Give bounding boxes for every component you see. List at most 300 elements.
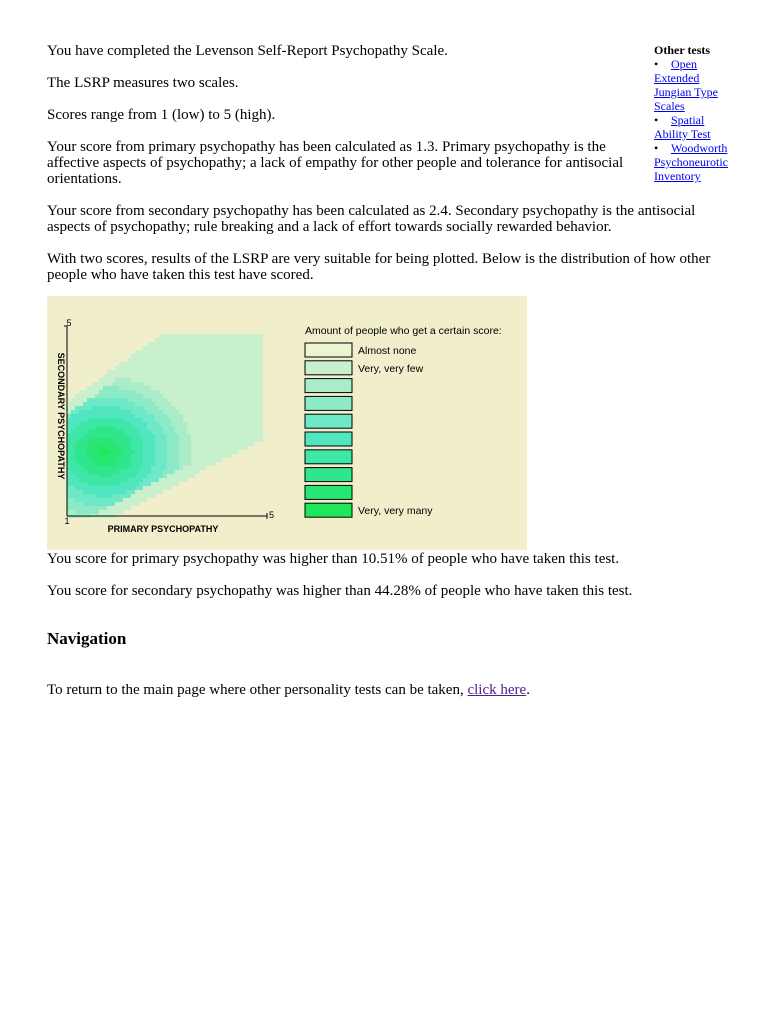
heatmap-cell: [179, 434, 183, 438]
heatmap-cell: [71, 418, 75, 422]
heatmap-cell: [111, 490, 115, 494]
heatmap-cell: [167, 454, 171, 458]
heatmap-cell: [91, 498, 95, 502]
heatmap-cell: [247, 398, 251, 402]
heatmap-cell: [195, 466, 199, 470]
heatmap-cell: [155, 382, 159, 386]
heatmap-cell: [231, 398, 235, 402]
heatmap-cell: [159, 370, 163, 374]
heatmap-cell: [175, 442, 179, 446]
heatmap-cell: [127, 494, 131, 498]
heatmap-cell: [119, 430, 123, 434]
heatmap-cell: [115, 494, 119, 498]
heatmap-cell: [71, 490, 75, 494]
heatmap-cell: [91, 466, 95, 470]
heatmap-cell: [159, 442, 163, 446]
heatmap-cell: [123, 370, 127, 374]
heatmap-cell: [175, 398, 179, 402]
heatmap-cell: [131, 414, 135, 418]
heatmap-cell: [123, 434, 127, 438]
heatmap-cell: [119, 366, 123, 370]
heatmap-cell: [147, 374, 151, 378]
heatmap-cell: [115, 474, 119, 478]
heatmap-cell: [203, 374, 207, 378]
heatmap-cell: [127, 466, 131, 470]
heatmap-cell: [187, 382, 191, 386]
heatmap-cell: [95, 478, 99, 482]
heatmap-cell: [111, 422, 115, 426]
heatmap-cell: [247, 410, 251, 414]
heatmap-cell: [127, 442, 131, 446]
heatmap-cell: [175, 474, 179, 478]
heatmap-cell: [75, 494, 79, 498]
heatmap-cell: [107, 482, 111, 486]
heatmap-cell: [167, 486, 171, 490]
heatmap-cell: [87, 506, 91, 510]
heatmap-cell: [175, 446, 179, 450]
heatmap-cell: [247, 370, 251, 374]
heatmap-cell: [211, 462, 215, 466]
heatmap-cell: [95, 486, 99, 490]
heatmap-cell: [191, 374, 195, 378]
heatmap-cell: [207, 462, 211, 466]
heatmap-cell: [147, 442, 151, 446]
heatmap-cell: [227, 370, 231, 374]
heatmap-cell: [227, 454, 231, 458]
heatmap-cell: [123, 402, 127, 406]
link-spatial-ability[interactable]: Spatial Ability Test: [654, 113, 711, 141]
heatmap-cell: [211, 426, 215, 430]
heatmap-cell: [259, 378, 263, 382]
heatmap-cell: [87, 394, 91, 398]
heatmap-cell: [123, 362, 127, 366]
heatmap-cell: [155, 478, 159, 482]
heatmap-cell: [143, 422, 147, 426]
heatmap-cell: [211, 394, 215, 398]
link-woodworth[interactable]: Woodworth Psychoneurotic Inventory: [654, 141, 728, 183]
heatmap-cell: [91, 422, 95, 426]
heatmap-cell: [235, 434, 239, 438]
heatmap-cell: [231, 362, 235, 366]
heatmap-cell: [107, 410, 111, 414]
heatmap-cell: [67, 430, 71, 434]
heatmap-cell: [91, 410, 95, 414]
heatmap-cell: [167, 446, 171, 450]
heatmap-cell: [119, 426, 123, 430]
heatmap-cell: [95, 462, 99, 466]
heatmap-cell: [155, 350, 159, 354]
heatmap-cell: [179, 454, 183, 458]
heatmap-cell: [247, 346, 251, 350]
heatmap-cell: [191, 398, 195, 402]
heatmap-cell: [239, 382, 243, 386]
heatmap-cell: [151, 470, 155, 474]
heatmap-cell: [67, 470, 71, 474]
heatmap-cell: [227, 366, 231, 370]
heatmap-cell: [223, 342, 227, 346]
heatmap-cell: [239, 350, 243, 354]
heatmap-cell: [195, 362, 199, 366]
heatmap-cell: [127, 450, 131, 454]
heatmap-cell: [215, 394, 219, 398]
heatmap-cell: [211, 366, 215, 370]
heatmap-cell: [151, 370, 155, 374]
heatmap-cell: [135, 378, 139, 382]
heatmap-cell: [155, 474, 159, 478]
heatmap-cell: [131, 426, 135, 430]
heatmap-cell: [259, 410, 263, 414]
heatmap-cell: [167, 362, 171, 366]
heatmap-cell: [215, 382, 219, 386]
heatmap-cell: [199, 342, 203, 346]
list-item: [654, 141, 738, 183]
heatmap-cell: [103, 502, 107, 506]
heatmap-cell: [243, 406, 247, 410]
heatmap-cell: [75, 442, 79, 446]
heatmap-cell: [187, 466, 191, 470]
heatmap-cell: [231, 338, 235, 342]
heatmap-cell: [167, 350, 171, 354]
heatmap-cell: [195, 342, 199, 346]
heatmap-cell: [207, 362, 211, 366]
heatmap-cell: [175, 450, 179, 454]
heatmap-cell: [151, 474, 155, 478]
heatmap-cell: [111, 414, 115, 418]
heatmap-cell: [123, 410, 127, 414]
heatmap-cell: [75, 398, 79, 402]
heatmap-cell: [103, 458, 107, 462]
heatmap-cell: [243, 434, 247, 438]
heatmap-cell: [219, 442, 223, 446]
heatmap-cell: [183, 462, 187, 466]
heatmap-cell: [155, 342, 159, 346]
heatmap-cell: [83, 510, 87, 514]
heatmap-cell: [119, 506, 123, 510]
heatmap-cell: [139, 466, 143, 470]
heatmap-cell: [191, 362, 195, 366]
heatmap-cell: [143, 394, 147, 398]
secondary-percentile-text: You score for secondary psychopathy was higher than 44.28% of people who have taken this test.: [47, 583, 633, 599]
heatmap-cell: [115, 374, 119, 378]
heatmap-cell: [227, 378, 231, 382]
heatmap-cell: [183, 402, 187, 406]
heatmap-cell: [87, 454, 91, 458]
bullet: •: [654, 57, 659, 71]
heatmap-cell: [243, 366, 247, 370]
heatmap-cell: [191, 378, 195, 382]
heatmap-cell: [175, 402, 179, 406]
heatmap-cell: [83, 430, 87, 434]
plot-intro-text: With two scores, results of the LSRP are very suitable for being plotted. Below is the distribution of how other people who have taken this test have scored.: [47, 251, 711, 283]
heatmap-cell: [179, 474, 183, 478]
heatmap-cell: [231, 354, 235, 358]
heatmap-cell: [147, 398, 151, 402]
heatmap-cell: [107, 422, 111, 426]
heatmap-cell: [155, 378, 159, 382]
heatmap-cell: [187, 422, 191, 426]
heatmap-cell: [67, 422, 71, 426]
heatmap-cell: [179, 462, 183, 466]
heatmap-cell: [95, 502, 99, 506]
heatmap-cell: [215, 378, 219, 382]
heatmap-cell: [107, 398, 111, 402]
heatmap-cell: [159, 458, 163, 462]
heatmap-cell: [95, 434, 99, 438]
heatmap-cell: [139, 378, 143, 382]
heatmap-cell: [175, 466, 179, 470]
heatmap-cell: [247, 334, 251, 338]
heatmap-cell: [103, 382, 107, 386]
heatmap-cell: [175, 378, 179, 382]
heatmap-cell: [135, 478, 139, 482]
heatmap-cell: [171, 422, 175, 426]
heatmap-cell: [99, 422, 103, 426]
heatmap-cell: [219, 410, 223, 414]
heatmap-cell: [171, 414, 175, 418]
heatmap-cell: [155, 366, 159, 370]
heatmap-cell: [183, 350, 187, 354]
heatmap-cell: [107, 382, 111, 386]
heatmap-cell: [243, 430, 247, 434]
heatmap-cell: [235, 430, 239, 434]
heatmap-cell: [99, 386, 103, 390]
heatmap-cell: [163, 398, 167, 402]
heatmap-cell: [115, 434, 119, 438]
heatmap-cell: [215, 450, 219, 454]
heatmap-cell: [231, 410, 235, 414]
heatmap-cell: [71, 458, 75, 462]
heatmap-cell: [71, 398, 75, 402]
heatmap-cell: [147, 370, 151, 374]
heatmap-cell: [103, 498, 107, 502]
heatmap-cell: [175, 394, 179, 398]
heatmap-cell: [115, 418, 119, 422]
heatmap-cell: [131, 462, 135, 466]
heatmap-cell: [155, 418, 159, 422]
heatmap-cell: [139, 418, 143, 422]
heatmap-cell: [91, 434, 95, 438]
heatmap-cell: [95, 382, 99, 386]
heatmap-cell: [103, 462, 107, 466]
heatmap-cell: [231, 446, 235, 450]
heatmap-cell: [119, 406, 123, 410]
heatmap-cell: [139, 362, 143, 366]
heatmap-cell: [231, 334, 235, 338]
heatmap-cell: [203, 378, 207, 382]
heatmap-cell: [247, 430, 251, 434]
heatmap-cell: [227, 450, 231, 454]
heatmap-cell: [191, 466, 195, 470]
heatmap-cell: [115, 442, 119, 446]
heatmap-cell: [79, 506, 83, 510]
heatmap-cell: [147, 386, 151, 390]
heatmap-cell: [183, 422, 187, 426]
heatmap-cell: [147, 346, 151, 350]
heatmap-cell: [87, 462, 91, 466]
heatmap-cell: [231, 342, 235, 346]
heatmap-cell: [215, 342, 219, 346]
main-page-link[interactable]: click here: [467, 682, 527, 698]
heatmap-cell: [79, 390, 83, 394]
heatmap-cell: [259, 430, 263, 434]
heatmap-cell: [79, 458, 83, 462]
heatmap-cell: [91, 390, 95, 394]
heatmap-cell: [219, 386, 223, 390]
heatmap-cell: [155, 434, 159, 438]
heatmap-cell: [159, 450, 163, 454]
heatmap-cell: [239, 338, 243, 342]
heatmap-cell: [107, 370, 111, 374]
heatmap-cell: [103, 446, 107, 450]
heatmap-cell: [191, 358, 195, 362]
heatmap-cell: [119, 390, 123, 394]
heatmap-cell: [75, 406, 79, 410]
heatmap-cell: [243, 438, 247, 442]
heatmap-cell: [227, 386, 231, 390]
heatmap-cell: [163, 346, 167, 350]
heatmap-cell: [155, 374, 159, 378]
heatmap-cell: [143, 374, 147, 378]
heatmap-cell: [235, 362, 239, 366]
heatmap-cell: [143, 462, 147, 466]
heatmap-cell: [175, 426, 179, 430]
heatmap-cell: [183, 378, 187, 382]
heatmap-cell: [211, 442, 215, 446]
heatmap-cell: [227, 350, 231, 354]
heatmap-cell: [83, 390, 87, 394]
heatmap-cell: [243, 426, 247, 430]
heatmap-cell: [131, 398, 135, 402]
heatmap-cell: [195, 394, 199, 398]
link-open-extended-jungian[interactable]: Open Extended Jungian Type Scales: [654, 57, 718, 113]
heatmap-cell: [247, 438, 251, 442]
heatmap-cell: [183, 394, 187, 398]
heatmap-cell: [171, 482, 175, 486]
heatmap-cell: [67, 462, 71, 466]
heatmap-cell: [163, 350, 167, 354]
heatmap-cell: [203, 430, 207, 434]
heatmap-cell: [131, 410, 135, 414]
heatmap-cell: [195, 346, 199, 350]
heatmap-cell: [119, 414, 123, 418]
heatmap-cell: [195, 338, 199, 342]
heatmap-cell: [151, 354, 155, 358]
heatmap-cell: [159, 454, 163, 458]
heatmap-cell: [79, 402, 83, 406]
heatmap-cell: [95, 490, 99, 494]
heatmap-cell: [187, 366, 191, 370]
heatmap-cell: [83, 498, 87, 502]
heatmap-cell: [167, 358, 171, 362]
heatmap-cell: [187, 350, 191, 354]
heatmap-cell: [243, 350, 247, 354]
heatmap-cell: [259, 434, 263, 438]
heatmap-cell: [231, 418, 235, 422]
heatmap-cell: [171, 362, 175, 366]
heatmap-cell: [255, 350, 259, 354]
heatmap-cell: [151, 378, 155, 382]
heatmap-cell: [155, 454, 159, 458]
heatmap-cell: [191, 338, 195, 342]
heatmap-cell: [199, 406, 203, 410]
heatmap-cell: [239, 354, 243, 358]
heatmap-cell: [87, 458, 91, 462]
heatmap-cell: [247, 382, 251, 386]
heatmap-cell: [71, 426, 75, 430]
heatmap-cell: [227, 334, 231, 338]
heatmap-cell: [243, 390, 247, 394]
heatmap-cell: [151, 486, 155, 490]
heatmap-cell: [135, 466, 139, 470]
heatmap-cell: [107, 510, 111, 514]
scales-text: The LSRP measures two scales.: [47, 75, 239, 91]
heatmap-cell: [163, 422, 167, 426]
heatmap-cell: [127, 362, 131, 366]
heatmap-cell: [83, 410, 87, 414]
heatmap-cell: [115, 498, 119, 502]
heatmap-cell: [219, 350, 223, 354]
heatmap-cell: [83, 414, 87, 418]
heatmap-cell: [235, 374, 239, 378]
heatmap-cell: [211, 370, 215, 374]
heatmap-cell: [127, 374, 131, 378]
heatmap-cell: [83, 418, 87, 422]
heatmap-cell: [163, 394, 167, 398]
heatmap-cell: [219, 422, 223, 426]
heatmap-cell: [191, 450, 195, 454]
heatmap-cell: [179, 394, 183, 398]
heatmap-cell: [111, 426, 115, 430]
heatmap-cell: [187, 458, 191, 462]
heatmap-cell: [75, 478, 79, 482]
heatmap-cell: [231, 430, 235, 434]
heatmap-cell: [107, 438, 111, 442]
heatmap-cell: [211, 398, 215, 402]
heatmap-cell: [179, 466, 183, 470]
heatmap-cell: [115, 366, 119, 370]
heatmap-cell: [187, 470, 191, 474]
heatmap-cell: [195, 450, 199, 454]
heatmap-cell: [143, 402, 147, 406]
heatmap-cell: [95, 386, 99, 390]
heatmap-cell: [71, 410, 75, 414]
heatmap-cell: [183, 470, 187, 474]
heatmap-cell: [191, 394, 195, 398]
heatmap-cell: [255, 366, 259, 370]
heatmap-cell: [115, 398, 119, 402]
heatmap-cell: [99, 510, 103, 514]
heatmap-cell: [195, 370, 199, 374]
heatmap-cell: [207, 354, 211, 358]
heatmap-cell: [223, 446, 227, 450]
heatmap-cell: [207, 418, 211, 422]
heatmap-cell: [179, 418, 183, 422]
heatmap-cell: [151, 430, 155, 434]
heatmap-cell: [127, 386, 131, 390]
heatmap-cell: [191, 422, 195, 426]
heatmap-cell: [163, 402, 167, 406]
heatmap-cell: [75, 462, 79, 466]
heatmap-cell: [203, 354, 207, 358]
heatmap-cell: [143, 350, 147, 354]
heatmap-cell: [71, 502, 75, 506]
heatmap-cell: [159, 390, 163, 394]
heatmap-cell: [159, 362, 163, 366]
heatmap-cell: [95, 390, 99, 394]
heatmap-cell: [199, 430, 203, 434]
heatmap-cell: [163, 342, 167, 346]
heatmap-cell: [123, 466, 127, 470]
